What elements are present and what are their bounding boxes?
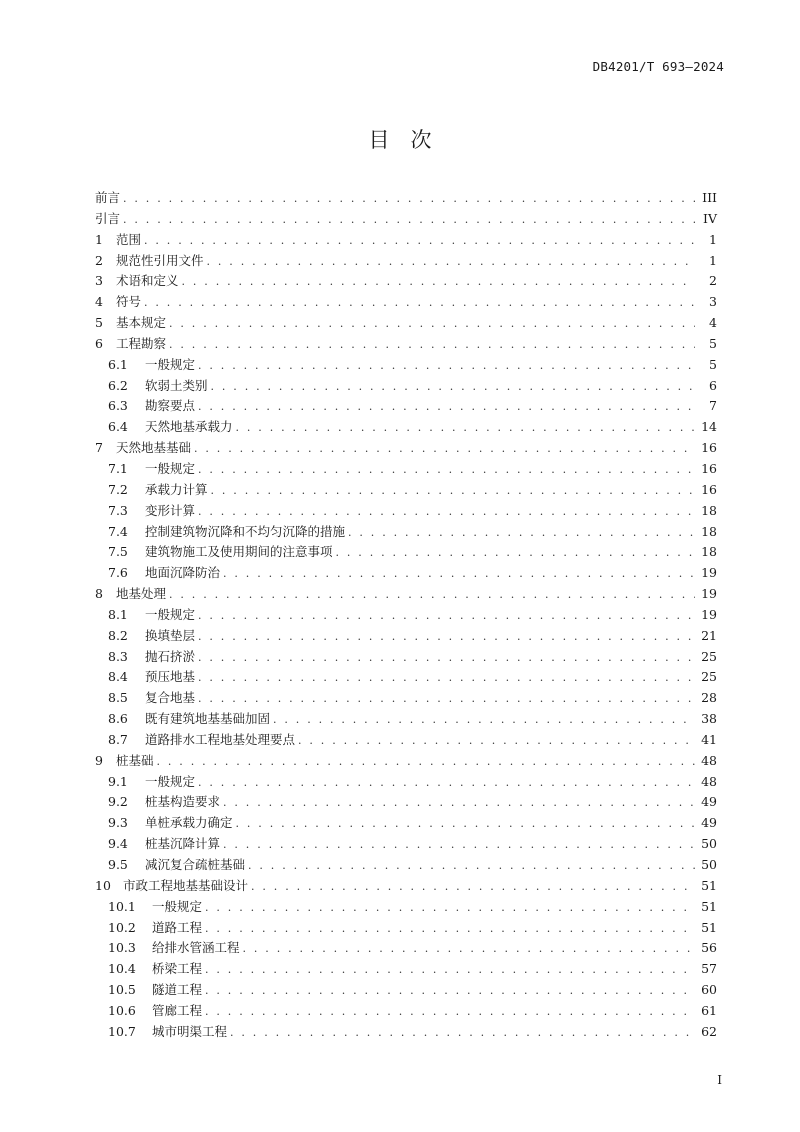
toc-entry[interactable]: [95, 813, 717, 834]
toc-entry-page: 41: [701, 731, 717, 747]
toc-leader-dots: [205, 1002, 695, 1023]
toc-entry-number: 5: [95, 315, 103, 331]
toc-entry-label: 隧道工程: [152, 982, 203, 998]
toc-entry-number: 9.2: [108, 794, 128, 810]
toc-entry-number: 10.3: [108, 940, 136, 956]
toc-entry-label: 一般规定: [145, 356, 196, 372]
toc-leader-dots: [205, 919, 695, 940]
toc-entry[interactable]: [95, 376, 717, 397]
toc-entry-number: 6.1: [108, 356, 128, 372]
toc-entry[interactable]: [95, 834, 717, 855]
toc-leader-dots: [198, 356, 695, 377]
toc-entry-number: 10.5: [108, 982, 136, 998]
toc-entry-page: 16: [701, 481, 717, 497]
toc-entry-number: 6.2: [108, 377, 128, 393]
toc-entry-label: 符号: [116, 294, 142, 310]
toc-leader-dots: [223, 835, 695, 856]
toc-entry[interactable]: [95, 292, 717, 313]
toc-leader-dots: [236, 418, 695, 439]
document-code: DB4201/T 693—2024: [592, 59, 724, 74]
toc-entry-number: 9.4: [108, 836, 128, 852]
toc-entry-number: 8.1: [108, 606, 128, 622]
toc-entry-number: 8: [95, 586, 103, 602]
toc-entry-label: 基本规定: [116, 315, 167, 331]
toc-entry-label: 桩基构造要求: [145, 794, 221, 810]
toc-leader-dots: [348, 523, 695, 544]
toc-entry-page: 49: [701, 815, 717, 831]
toc-entry-page: 50: [701, 857, 717, 872]
toc-entry-label: 管廊工程: [152, 1002, 203, 1018]
toc-leader-dots: [144, 293, 695, 314]
toc-entry-number: 10.1: [108, 898, 136, 914]
toc-entry-label: 单桩承载力确定: [145, 815, 233, 831]
toc-leader-dots: [157, 752, 695, 773]
toc-leader-dots: [251, 877, 695, 898]
toc-entry-number: 10.7: [108, 1023, 136, 1039]
toc-entry[interactable]: [95, 855, 717, 876]
toc-entry-page: 51: [701, 919, 717, 935]
toc-entry-label: 地面沉降防治: [145, 565, 221, 581]
toc-leader-dots: [169, 585, 695, 606]
toc-entry-page: 18: [701, 544, 717, 560]
toc-entry-label: 桩基础: [116, 752, 154, 768]
toc-entry-page: 18: [701, 523, 717, 539]
toc-entry-number: 10.6: [108, 1002, 136, 1018]
toc-entry-label: 一般规定: [145, 773, 196, 789]
toc-leader-dots: [123, 210, 695, 231]
toc-entry-label: 一般规定: [145, 460, 196, 476]
toc-entry-label: 控制建筑物沉降和不均匀沉降的措施: [145, 523, 346, 539]
toc-entry-page: 1: [709, 252, 717, 268]
toc-leader-dots: [273, 710, 695, 731]
toc-entry[interactable]: [95, 959, 717, 980]
toc-entry-page: 19: [701, 586, 717, 602]
toc-entry-label: 建筑物施工及使用期间的注意事项: [145, 544, 333, 560]
toc-entry[interactable]: [95, 459, 717, 480]
toc-leader-dots: [198, 689, 695, 710]
toc-entry-number: 3: [95, 273, 103, 289]
toc-entry-number: 7: [95, 440, 103, 456]
toc-entry[interactable]: [95, 897, 717, 918]
toc-entry-page: 50: [701, 836, 717, 852]
toc-entry[interactable]: [95, 1022, 717, 1043]
toc-entry-page: 19: [701, 606, 717, 622]
toc-leader-dots: [169, 314, 695, 335]
toc-leader-dots: [198, 773, 695, 794]
toc-leader-dots: [230, 1023, 695, 1044]
toc-leader-dots: [211, 481, 695, 502]
toc-entry-label: 一般规定: [145, 606, 196, 622]
toc-entry-label: 给排水管涵工程: [152, 940, 240, 956]
toc-leader-dots: [198, 397, 695, 418]
toc-leader-dots: [123, 189, 695, 210]
toc-entry[interactable]: [95, 563, 717, 584]
toc-entry-page: 57: [701, 961, 717, 977]
toc-entry-label: 地基处理: [116, 586, 167, 602]
toc-entry[interactable]: [95, 751, 717, 772]
page-number: I: [717, 1073, 722, 1087]
toc-entry-number: 9: [95, 752, 103, 768]
toc-entry-number: 8.4: [108, 669, 128, 685]
toc-leader-dots: [198, 648, 695, 669]
toc-entry-page: 38: [701, 711, 717, 727]
toc-entry-page: 2: [709, 273, 717, 289]
toc-entry-number: 6.3: [108, 398, 128, 414]
toc-entry-label: 道路工程: [152, 919, 203, 935]
toc-entry-label: 减沉复合疏桩基础: [145, 857, 246, 872]
toc-entry[interactable]: [95, 396, 717, 417]
toc-entry-label: 换填垫层: [145, 627, 196, 643]
toc-leader-dots: [198, 606, 695, 627]
toc-entry-label: 抛石挤淤: [145, 648, 196, 664]
toc-entry[interactable]: [95, 688, 717, 709]
toc-entry-page: 5: [709, 335, 717, 351]
toc-entry-page: III: [702, 190, 717, 205]
toc-leader-dots: [198, 627, 695, 648]
toc-entry[interactable]: [95, 209, 717, 230]
toc-entry-page: 4: [709, 315, 717, 331]
toc-entry[interactable]: [95, 355, 717, 376]
toc-entry-number: 8.7: [108, 731, 128, 747]
toc-entry-page: 5: [709, 356, 717, 372]
toc-entry[interactable]: [95, 313, 717, 334]
toc-entry[interactable]: [95, 480, 717, 501]
toc-entry-number: 9.3: [108, 815, 128, 831]
toc-entry-number: 8.2: [108, 627, 128, 643]
toc-entry-page: 48: [701, 773, 717, 789]
toc-entry-label: 引言: [95, 210, 121, 226]
toc-entry-number: 8.6: [108, 711, 128, 727]
toc-entry[interactable]: [95, 542, 717, 563]
toc-leader-dots: [182, 272, 695, 293]
toc-entry-number: 7.4: [108, 523, 128, 539]
toc-entry-label: 市政工程地基基础设计: [123, 877, 249, 893]
toc-entry[interactable]: [95, 730, 717, 751]
toc-entry-label: 勘察要点: [145, 398, 196, 414]
toc-entry-page: 62: [701, 1023, 717, 1039]
toc-leader-dots: [169, 335, 695, 356]
toc-entry[interactable]: [95, 334, 717, 355]
toc-leader-dots: [223, 793, 695, 814]
toc-entry-page: 28: [701, 690, 717, 706]
toc-entry-label: 软弱土类别: [145, 377, 208, 393]
toc-entry[interactable]: [95, 271, 717, 292]
toc-entry[interactable]: [95, 772, 717, 793]
toc-entry-label: 承载力计算: [145, 481, 208, 497]
toc-entry[interactable]: [95, 501, 717, 522]
toc-entry-page: 3: [709, 294, 717, 310]
toc-entry-page: 56: [701, 940, 717, 956]
toc-entry[interactable]: [95, 605, 717, 626]
toc-leader-dots: [298, 731, 695, 752]
toc-leader-dots: [194, 439, 695, 460]
toc-entry[interactable]: [95, 1001, 717, 1022]
toc-entry-page: 51: [701, 898, 717, 914]
toc-entry[interactable]: [95, 438, 717, 459]
toc-entry-number: 10: [95, 877, 111, 893]
toc-entry[interactable]: [95, 876, 717, 897]
toc-entry-page: 25: [701, 669, 717, 685]
toc-entry-label: 规范性引用文件: [116, 252, 204, 268]
toc-entry-label: 工程勘察: [116, 335, 167, 351]
toc-entry-number: 6: [95, 335, 103, 351]
toc-entry[interactable]: [95, 626, 717, 647]
toc-entry-number: 10.2: [108, 919, 136, 935]
toc-leader-dots: [248, 856, 695, 877]
toc-entry-page: 16: [701, 440, 717, 456]
toc-entry[interactable]: [95, 938, 717, 959]
toc-entry[interactable]: [95, 522, 717, 543]
toc-entry-number: 4: [95, 294, 103, 310]
toc-entry-page: 21: [701, 627, 717, 643]
toc-entry-number: 1: [95, 231, 103, 247]
toc-entry-label: 桥梁工程: [152, 961, 203, 977]
toc-entry-page: 7: [709, 398, 717, 414]
toc-entry[interactable]: [95, 251, 717, 272]
toc-entry[interactable]: [95, 709, 717, 730]
page-title: 目 次: [368, 128, 432, 152]
toc-leader-dots: [205, 960, 695, 981]
toc-entry-page: 49: [701, 794, 717, 810]
toc-entry-page: 19: [701, 565, 717, 581]
toc-entry[interactable]: [95, 667, 717, 688]
toc-entry-page: 14: [701, 419, 717, 435]
table-of-contents: [95, 188, 717, 1043]
toc-entry[interactable]: [95, 417, 717, 438]
toc-entry-label: 复合地基: [145, 690, 196, 706]
toc-entry-number: 10.4: [108, 961, 136, 977]
toc-entry-page: 25: [701, 648, 717, 664]
toc-entry-label: 城市明渠工程: [152, 1023, 228, 1039]
toc-entry-number: 2: [95, 252, 103, 268]
toc-entry-number: 7.6: [108, 565, 128, 581]
toc-leader-dots: [144, 231, 695, 252]
toc-entry[interactable]: [95, 918, 717, 939]
toc-leader-dots: [207, 252, 695, 273]
toc-entry-label: 术语和定义: [116, 273, 179, 289]
toc-entry-number: 9.1: [108, 773, 128, 789]
toc-leader-dots: [198, 502, 695, 523]
toc-entry-page: 1: [709, 231, 717, 247]
toc-entry-label: 天然地基基础: [116, 440, 192, 456]
toc-leader-dots: [198, 460, 695, 481]
toc-entry[interactable]: [95, 584, 717, 605]
toc-entry-label: 范围: [116, 231, 142, 247]
toc-leader-dots: [205, 898, 695, 919]
toc-entry-number: 7.2: [108, 481, 128, 497]
toc-entry-number: 7.3: [108, 502, 128, 518]
toc-entry[interactable]: [95, 980, 717, 1001]
toc-entry-label: 一般规定: [152, 898, 203, 914]
toc-entry-number: 7.5: [108, 544, 128, 560]
toc-entry-label: 天然地基承载力: [145, 419, 233, 435]
toc-leader-dots: [211, 377, 695, 398]
toc-leader-dots: [243, 939, 695, 960]
toc-entry-number: 7.1: [108, 460, 128, 476]
toc-entry-label: 桩基沉降计算: [145, 836, 221, 852]
toc-entry-label: 预压地基: [145, 669, 196, 685]
toc-entry-page: 16: [701, 460, 717, 476]
toc-entry-number: 8.5: [108, 690, 128, 706]
toc-entry-label: 前言: [95, 190, 121, 205]
toc-entry-page: 61: [701, 1002, 717, 1018]
toc-entry-number: 6.4: [108, 419, 128, 435]
toc-entry-page: 6: [709, 377, 717, 393]
toc-entry-number: 8.3: [108, 648, 128, 664]
toc-entry-label: 既有建筑地基基础加固: [145, 711, 271, 727]
toc-entry-page: IV: [703, 210, 717, 226]
toc-leader-dots: [236, 814, 695, 835]
toc-leader-dots: [205, 981, 695, 1002]
toc-entry[interactable]: [95, 792, 717, 813]
toc-entry[interactable]: [95, 188, 717, 209]
toc-entry-page: 48: [701, 752, 717, 768]
toc-entry-number: 9.5: [108, 857, 128, 872]
toc-leader-dots: [223, 564, 695, 585]
toc-entry-page: 18: [701, 502, 717, 518]
toc-leader-dots: [198, 668, 695, 689]
toc-entry-page: 60: [701, 982, 717, 998]
toc-entry-label: 变形计算: [145, 502, 196, 518]
toc-leader-dots: [336, 543, 695, 564]
toc-entry[interactable]: [95, 647, 717, 668]
toc-entry[interactable]: [95, 230, 717, 251]
toc-entry-label: 道路排水工程地基处理要点: [145, 731, 296, 747]
toc-entry-page: 51: [701, 877, 717, 893]
